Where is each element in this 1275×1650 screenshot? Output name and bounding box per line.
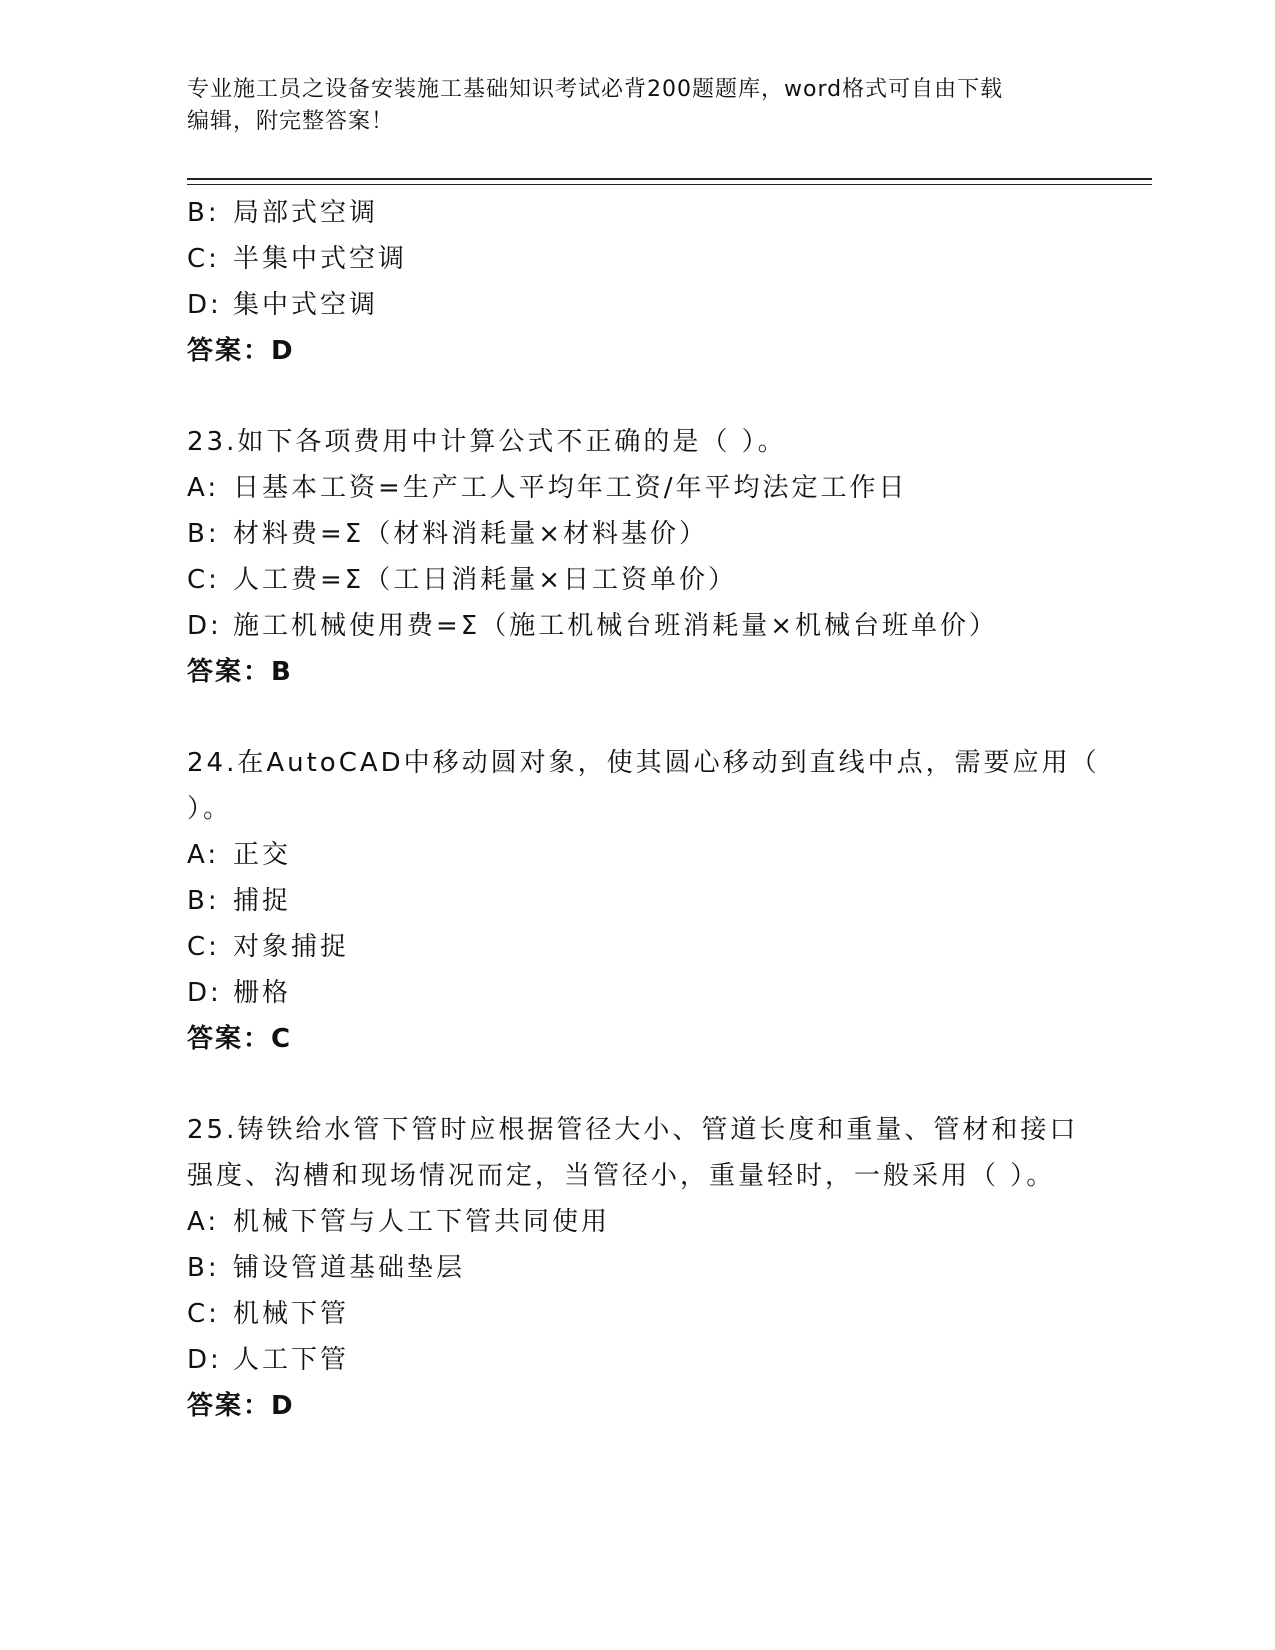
option-key: D: [187,978,222,1008]
option-text: 人工下管 [233,1345,350,1375]
option-text: 局部式空调 [233,198,379,228]
option-a [187,1199,1087,1245]
answer-line: 答案：D [187,336,295,366]
question-stem: 24.在AutoCAD中移动圆对象，使其圆心移动到直线中点，需要应用（ [187,748,1100,778]
document-body [187,190,1100,1429]
question-stem: 25.铸铁给水管下管时应根据管径大小、管道长度和重量、管材和接口 [187,1115,1079,1145]
option-text: 对象捕捉 [233,932,350,962]
option-key: C: [187,1299,220,1329]
question-stem-continued: ）。 [187,794,233,824]
option-key: A: [187,840,220,870]
option-text: 机械下管 [233,1299,350,1329]
option-d [187,282,1087,328]
document-header [187,74,1067,138]
option-text: 半集中式空调 [233,244,408,274]
option-key: B: [187,198,220,228]
option-text: 日基本工资=生产工人平均年工资/年平均法定工作日 [233,473,908,503]
option-c [187,1291,1087,1337]
header-line-1: 专业施工员之设备安装施工基础知识考试必背200题题库，word格式可自由下载 [187,77,1004,102]
question-23 [187,419,1087,695]
option-key: D: [187,611,222,641]
option-text: 正交 [233,840,292,870]
answer-line: 答案：D [187,1391,295,1421]
header-divider-thick [187,178,1152,180]
option-text: 集中式空调 [233,290,379,320]
option-b [187,511,1087,557]
question-24 [187,740,1100,1062]
option-key: C: [187,932,220,962]
option-text: 栅格 [233,978,292,1008]
answer-line: 答案：C [187,1024,293,1054]
option-key: B: [187,886,220,916]
question-22-continued [187,190,1087,374]
option-c [187,557,1087,603]
option-d [187,1337,1087,1383]
option-key: B: [187,519,220,549]
question-25 [187,1107,1087,1429]
option-key: A: [187,1207,220,1237]
option-d [187,970,1087,1016]
option-key: C: [187,244,220,274]
option-key: D: [187,1345,222,1375]
option-text: 人工费=Σ（工日消耗量×日工资单价） [233,565,737,595]
option-text: 机械下管与人工下管共同使用 [233,1207,611,1237]
option-d [187,603,1087,649]
option-key: D: [187,290,222,320]
header-line-2: 编辑，附完整答案！ [187,109,395,134]
header-divider-thin [187,184,1152,185]
option-b [187,1245,1087,1291]
option-text: 材料费=Σ（材料消耗量×材料基价） [233,519,708,549]
option-text: 施工机械使用费=Σ（施工机械台班消耗量×机械台班单价） [233,611,998,641]
option-key: B: [187,1253,220,1283]
option-key: C: [187,565,220,595]
question-stem: 23.如下各项费用中计算公式不正确的是（ ）。 [187,427,787,457]
option-text: 捕捉 [233,886,292,916]
answer-line: 答案：B [187,657,293,687]
option-c [187,236,1087,282]
option-c [187,924,1087,970]
option-key: A: [187,473,220,503]
option-a [187,832,1087,878]
question-stem-continued: 强度、沟槽和现场情况而定，当管径小，重量轻时，一般采用（ ）。 [187,1161,1056,1191]
option-b [187,878,1087,924]
option-text: 铺设管道基础垫层 [233,1253,466,1283]
option-a [187,465,1087,511]
option-b [187,190,1087,236]
